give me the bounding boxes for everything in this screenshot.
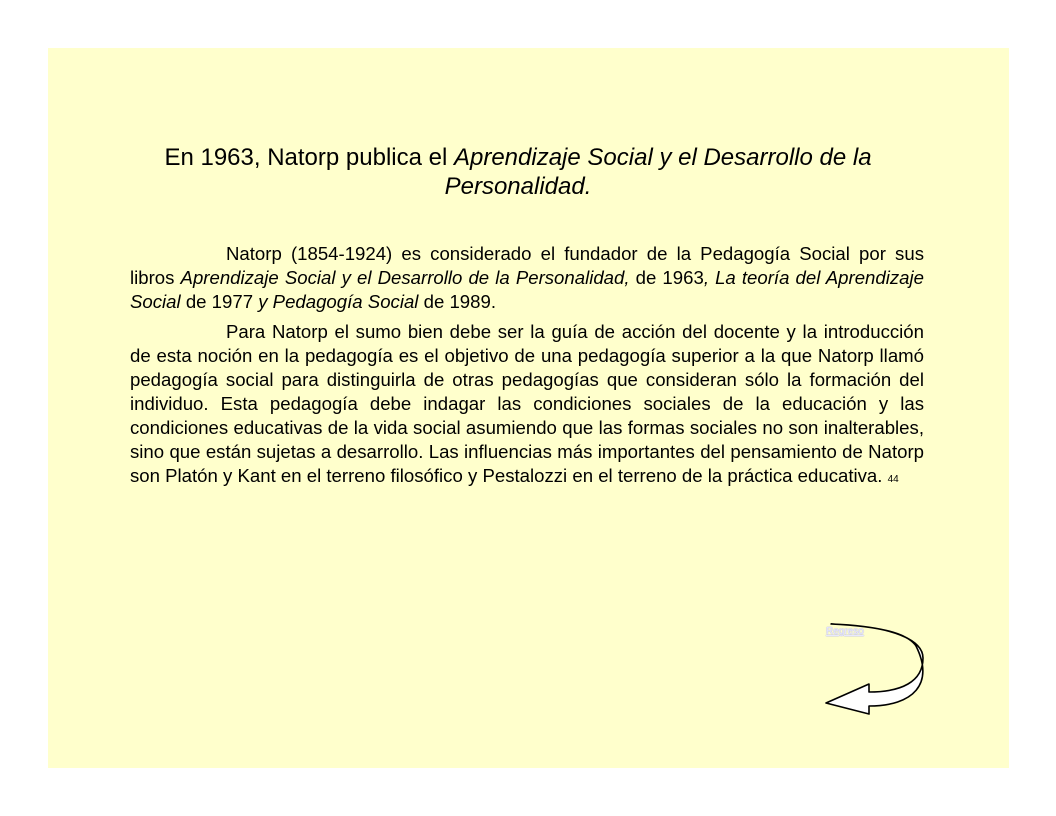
footnote-number: 44 <box>887 474 899 485</box>
title-prefix: En 1963, Natorp publica el <box>164 144 454 171</box>
paragraph-2 <box>130 320 924 492</box>
paragraph-1-text-3: de 1977 <box>180 291 259 312</box>
paragraph-1-text-4: de 1989. <box>418 291 496 312</box>
paragraph-1-text-1: Natorp (1854-1924) es considerado el fundador de la Pedagogía Social por sus libros <box>130 243 924 288</box>
paragraph-1-italic-1: Aprendizaje Social y el Desarrollo de la Personalidad, <box>180 267 630 288</box>
slide <box>48 48 1009 768</box>
slide-title <box>118 143 918 201</box>
slide-body <box>130 242 924 498</box>
title-book-name: Aprendizaje Social y el Desarrollo de la Personalidad. <box>444 144 872 200</box>
paragraph-1-text-2: de 1963 <box>629 267 704 288</box>
paragraph-2-text: Para Natorp el sumo bien debe ser la guía de acción del docente y la introducción de esta noción en la pedagogía es el objetivo de una pedagogía superior a la que Natorp llamó pedagogía social para distinguirla de otras pedagogías que consideran sólo la formación del individuo. Esta pedagogía debe indagar las condiciones sociales de la educación y las condiciones educativas de la vida social asumiendo que las formas sociales no son inalterables, sino que están sujetas a desarrollo. Las influencias más importantes del pensamiento de Natorp son Platón y Kant en el terreno filosófico y Pestalozzi en el terreno de la práctica educativa. <box>130 321 924 486</box>
paragraph-1-italic-3: y Pedagogía Social <box>258 291 419 312</box>
paragraph-1 <box>130 242 924 314</box>
return-link[interactable]: Regreso <box>826 626 864 637</box>
paragraph-1-italic-2: , La teoría del Aprendizaje Social <box>130 267 924 312</box>
